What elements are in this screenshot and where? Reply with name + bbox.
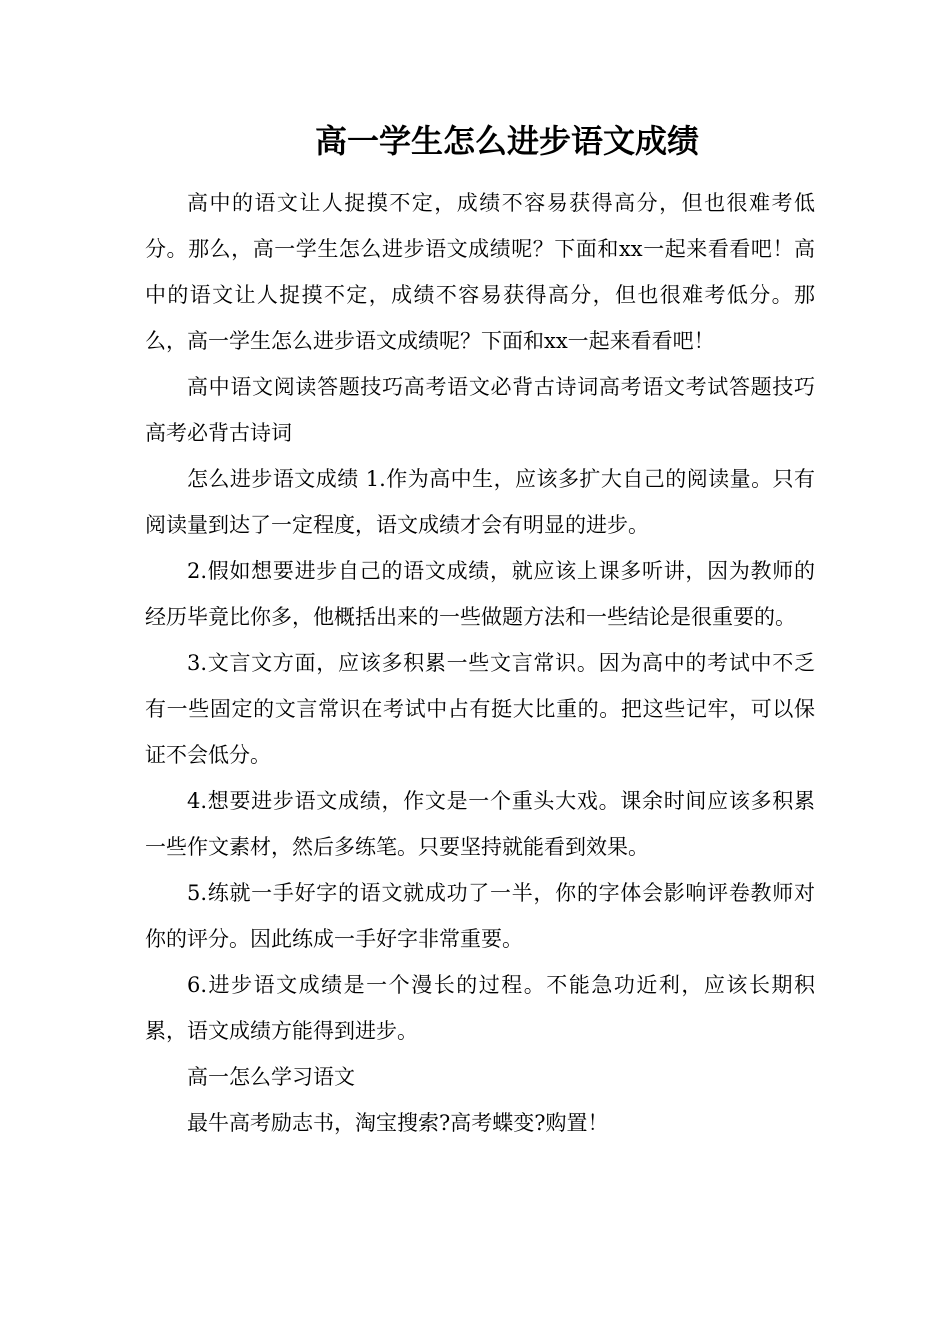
tip-paragraph-2: 2.假如想要进步自己的语文成绩，就应该上课多听讲，因为教师的经历毕竟比你多，他概括出来的一些做题方法和一些结论是很重要的。 [145, 559, 815, 629]
document-body [145, 180, 815, 1146]
related-links-paragraph: 高中语文阅读答题技巧高考语文必背古诗词高考语文考试答题技巧高考必背古诗词 [145, 375, 815, 445]
promo-paragraph: 最牛高考励志书，淘宝搜索?高考蝶变?购置！ [187, 1111, 609, 1135]
section-heading: 高一怎么学习语文 [187, 1065, 355, 1089]
tip-paragraph-3: 3.文言文方面，应该多积累一些文言常识。因为高中的考试中不乏有一些固定的文言常识在考试中占有挺大比重的。把这些记牢，可以保证不会低分。 [145, 651, 815, 767]
tip-paragraph-6: 6.进步语文成绩是一个漫长的过程。不能急功近利，应该长期积累，语文成绩方能得到进步。 [145, 973, 815, 1043]
tip-paragraph-1: 怎么进步语文成绩 1.作为高中生，应该多扩大自己的阅读量。只有阅读量到达了一定程度，语文成绩才会有明显的进步。 [145, 467, 815, 537]
tip-paragraph-4: 4.想要进步语文成绩，作文是一个重头大戏。课余时间应该多积累一些作文素材，然后多练笔。只要坚持就能看到效果。 [145, 789, 815, 859]
tip-paragraph-5: 5.练就一手好字的语文就成功了一半，你的字体会影响评卷教师对你的评分。因此练成一手好字非常重要。 [145, 881, 815, 951]
intro-paragraph: 高中的语文让人捉摸不定，成绩不容易获得高分，但也很难考低分。那么，高一学生怎么进步语文成绩呢？下面和xx一起来看看吧！高中的语文让人捉摸不定，成绩不容易获得高分，但也很难考低分。那么，高一学生怎么进步语文成绩呢？下面和xx一起来看看吧！ [145, 191, 815, 353]
document-title: 高一学生怎么进步语文成绩 [314, 122, 699, 160]
